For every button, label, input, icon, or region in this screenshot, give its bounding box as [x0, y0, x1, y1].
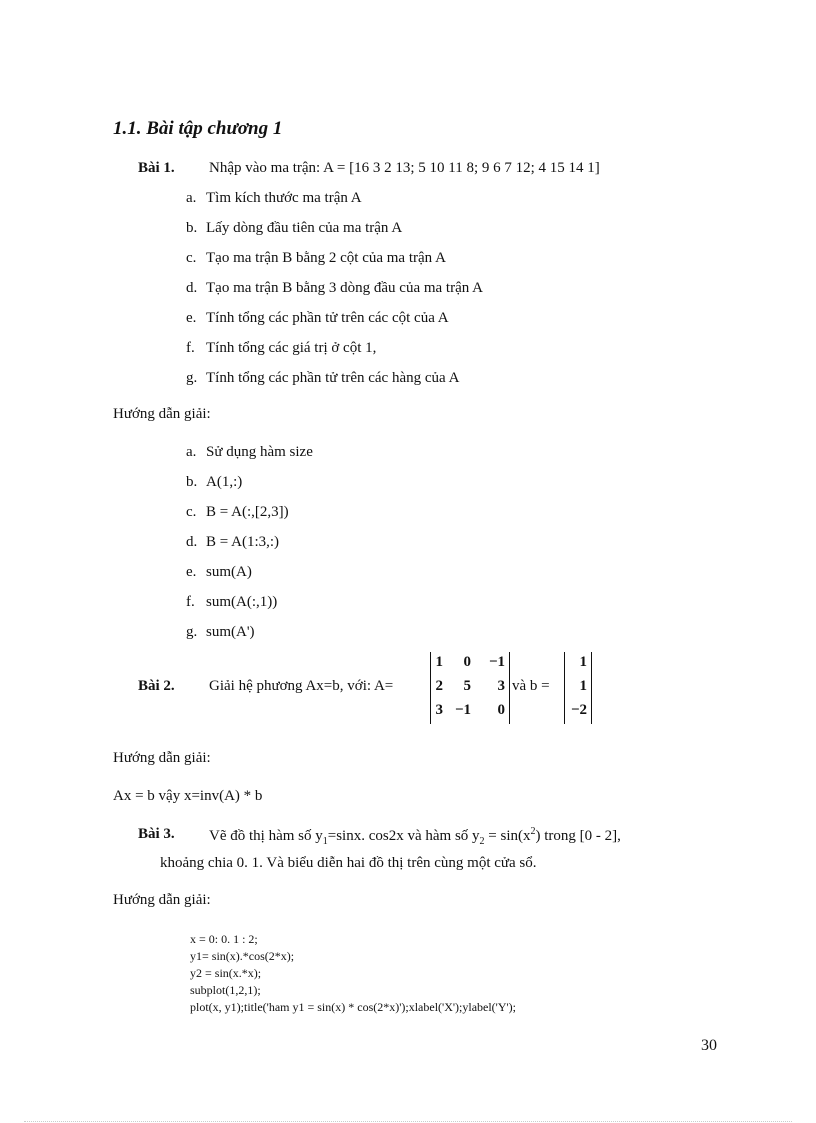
exercise-1-label: Bài 1. [138, 160, 175, 176]
exercise-2-label: Bài 2. [138, 678, 175, 694]
list-item: a. Tìm kích thước ma trận A [186, 190, 362, 206]
matrix-a-row [431, 702, 509, 724]
matrix-cell: 1 [435, 654, 443, 670]
list-item: e. Tính tổng các phần tử trên các cột của A [186, 310, 449, 326]
matrix-a [430, 652, 510, 724]
matrix-cell: −1 [454, 702, 471, 718]
matrix-cell: 3 [497, 678, 505, 694]
matrix-b-row [565, 654, 591, 676]
list-item: b. Lấy dòng đầu tiên của ma trận A [186, 220, 403, 236]
matrix-a-row [431, 654, 509, 676]
exercise-3-label: Bài 3. [138, 826, 175, 842]
list-item: a. Sử dụng hàm size [186, 444, 313, 460]
code-line: plot(x, y1);title('ham y1 = sin(x) * cos(2*x)');xlabel('X');ylabel('Y'); [190, 1000, 516, 1014]
matrix-cell: 0 [497, 702, 505, 718]
list-item: e. sum(A) [186, 564, 252, 580]
list-item: g. sum(A') [186, 624, 255, 640]
exercise-3-line-2: khoảng chia 0. 1. Và biểu diễn hai đồ thị trên cùng một cửa sổ. [160, 855, 537, 871]
list-item: f. sum(A(:,1)) [186, 594, 278, 610]
guide-label-1: Hướng dẫn giải: [113, 406, 211, 422]
section-title: 1.1. Bài tập chương 1 [113, 118, 283, 139]
exercise-2-text: Giải hệ phương Ax=b, với: A= [209, 678, 394, 694]
page-bottom-divider [24, 1121, 792, 1122]
list-item: c. Tạo ma trận B bằng 2 cột của ma trận A [186, 250, 446, 266]
matrix-cell: −1 [488, 654, 505, 670]
list-item: f. Tính tổng các giá trị ở cột 1, [186, 340, 377, 356]
matrix-cell: 3 [435, 702, 443, 718]
matrix-cell: 1 [579, 654, 587, 670]
exercise-1-text: Nhập vào ma trận: A = [16 3 2 13; 5 10 11 8; 9 6 7 12; 4 15 14 1] [209, 160, 600, 176]
matrix-b-row [565, 678, 591, 700]
code-line: x = 0: 0. 1 : 2; [190, 932, 258, 946]
matrix-b [564, 652, 592, 724]
matrix-cell: 1 [579, 678, 587, 694]
solution-2-text: Ax = b vậy x=inv(A) * b [113, 788, 263, 804]
list-item: b. A(1,:) [186, 474, 243, 490]
list-item: d. B = A(1:3,:) [186, 534, 280, 550]
matrix-cell: −2 [570, 702, 587, 718]
exercise-3-line-1: Vẽ đồ thị hàm số $y_1=\sin x$. cos2x và hàm số $y_2 = \sin(x^2)$ trong [0 - 2], [209, 826, 621, 847]
matrix-b-row [565, 702, 591, 724]
code-line: y1= sin(x).*cos(2*x); [190, 949, 295, 963]
guide-label-3: Hướng dẫn giải: [113, 892, 211, 908]
matrix-cell: 5 [463, 678, 471, 694]
guide-label-2: Hướng dẫn giải: [113, 750, 211, 766]
matrix-a-row [431, 678, 509, 700]
list-item: g. Tính tổng các phần tử trên các hàng của A [186, 370, 460, 386]
and-b-label: và b = [512, 678, 550, 694]
matrix-cell: 2 [435, 678, 443, 694]
list-item: d. Tạo ma trận B bằng 3 dòng đầu của ma trận A [186, 280, 484, 296]
matrix-cell: 0 [463, 654, 471, 670]
code-line: y2 = sin(x.*x); [190, 966, 262, 980]
list-item: c. B = A(:,[2,3]) [186, 504, 289, 520]
code-line: subplot(1,2,1); [190, 983, 261, 997]
page-number: 30 [701, 1037, 717, 1054]
